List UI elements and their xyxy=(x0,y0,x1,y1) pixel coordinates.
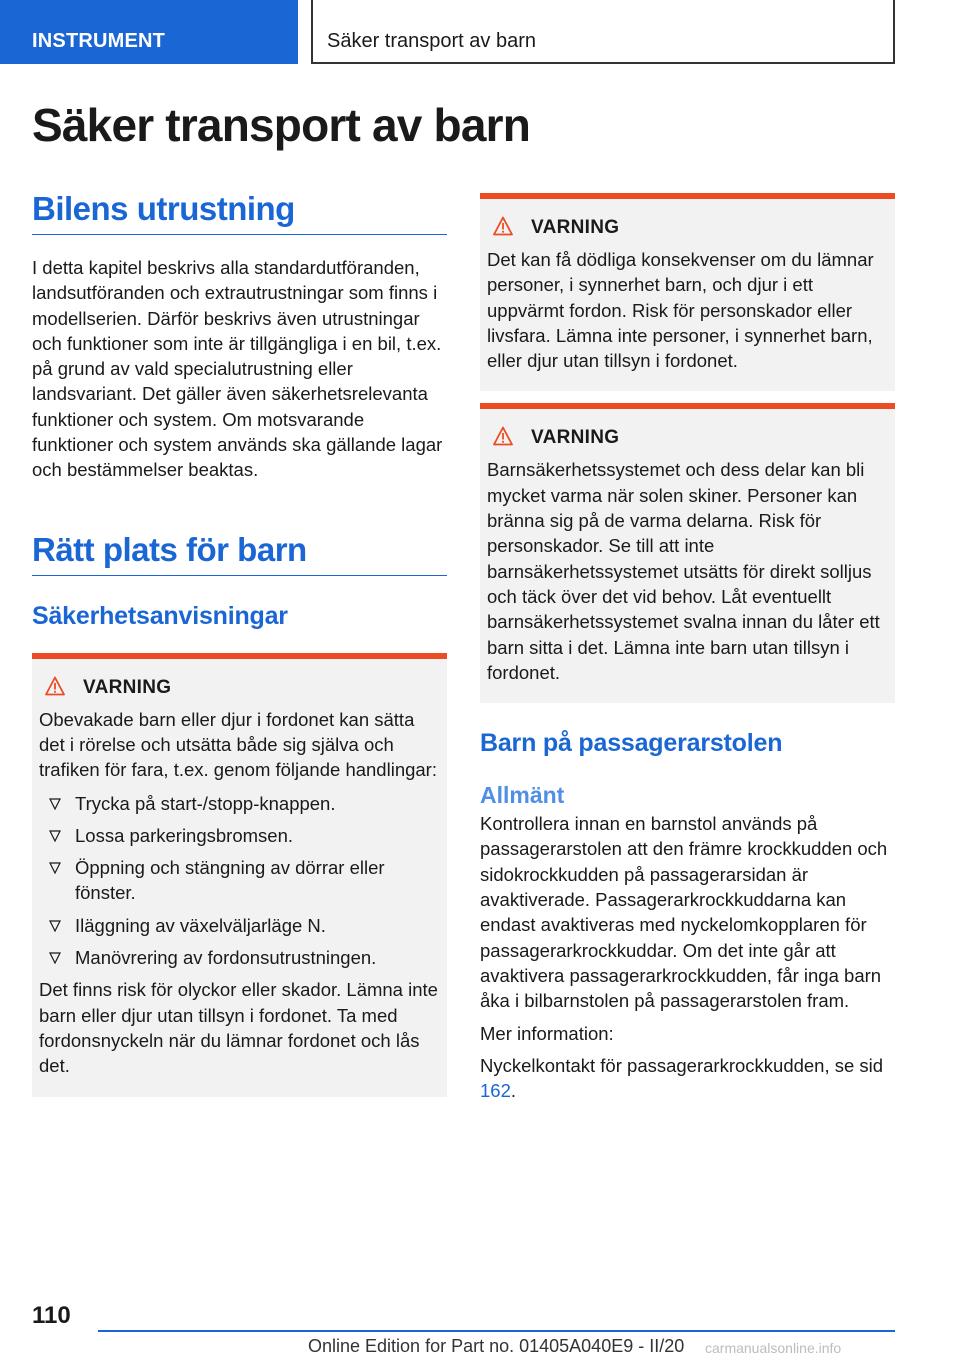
bullet-triangle-icon xyxy=(49,830,61,842)
list-item: Trycka på start-/stopp-knappen. xyxy=(39,791,439,816)
warning-intro: Obevakade barn eller djur i fordonet kan sätta det i rörelse och utsätta både sig själva och trafiken för fara, t.ex. genom följande handlingar: xyxy=(39,708,437,781)
warning-box-heated-vehicle xyxy=(480,193,895,391)
footer-divider xyxy=(98,1330,895,1332)
warning-title-text: VARNING xyxy=(531,217,620,238)
warning-action-list xyxy=(39,791,439,971)
bullet-triangle-icon xyxy=(49,862,61,874)
list-item: Iläggning av växelväljarläge N. xyxy=(39,913,439,938)
list-item: Manövrering av fordonsutrustningen. xyxy=(39,945,439,970)
warning-triangle-icon xyxy=(487,216,521,240)
header-chapter-tab: Säker transport av barn xyxy=(311,0,895,64)
warning-triangle-icon xyxy=(39,676,73,700)
warning-title xyxy=(487,215,887,241)
list-item: Lossa parkeringsbromsen. xyxy=(39,823,439,848)
warning-text: Det kan få dödliga konsekvenser om du lämnar personer, i synnerhet barn, och djur i ett uppvärmt fordon. Risk för personskador eller livsfara. Lämna inte personer, i synnerhet barn, eller djur utan tillsyn i fordonet. xyxy=(487,249,874,372)
header-section-tab: INSTRUMENT xyxy=(0,0,298,64)
more-info-label: Mer information: xyxy=(480,1022,614,1044)
warning-title xyxy=(487,425,887,451)
section-heading-bilens-utrustning: Bilens utrustning xyxy=(32,190,447,235)
warning-triangle-icon xyxy=(487,426,521,450)
warning-title-text: VARNING xyxy=(83,676,172,698)
subsection-heading-barn-passagerarstolen: Barn på passagerarstolen xyxy=(480,729,783,758)
warning-title-text: VARNING xyxy=(531,427,620,449)
right-column xyxy=(480,193,895,1103)
bullet-triangle-icon xyxy=(49,798,61,810)
list-item: Öppning och stängning av dörrar eller fönster. xyxy=(39,855,439,906)
subsection-heading-sakerhetsanvisningar: Säkerhetsanvisningar xyxy=(32,601,288,630)
subsubsection-heading-allmant: Allmänt xyxy=(480,782,565,809)
intro-paragraph: I detta kapitel beskrivs alla standardutföranden, landsutföranden och extrautrustningar som finns i modellserien. Därför beskrivs även utrustningar och funktioner som inte är tillgängliga i en bil, t.ex. på grund av vald specialutrustning eller landsvariant. Det gäller även säkerhetsrelevanta funktioner och system. Om motsvarande funktioner och system används ska gällande lagar och bestämmelser beaktas. xyxy=(32,257,443,481)
warning-box-hot-parts xyxy=(480,403,895,703)
bullet-triangle-icon xyxy=(49,920,61,932)
bullet-triangle-icon xyxy=(49,952,61,964)
page-number: 110 xyxy=(32,1302,71,1329)
cross-reference: Nyckelkontakt för passagerarkrockkudden, se sid 162. xyxy=(480,1054,884,1102)
warning-title xyxy=(39,675,439,701)
page-link-162[interactable]: 162 xyxy=(480,1080,511,1102)
page-title: Säker transport av barn xyxy=(32,99,531,151)
warning-outro: Det finns risk för olyckor eller skador. Lämna inte barn eller djur utan tillsyn i fordonet. Ta med fordonsnyckeln när du lämnar fordonet och lås det. xyxy=(39,979,438,1077)
warning-text: Barnsäkerhetssystemet och dess delar kan bli mycket varma när solen skiner. Personer kan bränna sig på de varma delarna. Risk för personskador. Se till att inte barnsäkerhetssystemet utsätts för direkt solljus och täck över det vid behov. Låt eventuellt barnsäkerhetssystemet svalna innan du låter ett barn sitta i det. Lämna inte barn utan tillsyn i fordonet. xyxy=(487,459,880,683)
left-column xyxy=(32,190,447,1097)
section-heading-ratt-plats: Rätt plats för barn xyxy=(32,531,447,576)
footer-edition-text: Online Edition for Part no. 01405A040E9 - II/20 xyxy=(308,1336,685,1356)
footer-watermark: carmanualsonline.info xyxy=(705,1340,842,1356)
airbag-paragraph: Kontrollera innan en barnstol används på passagerarstolen att den främre krockkudden och sidokrockkudden på passagerarsidan är avaktiverade. Passagerarkrockkuddarna kan endast avaktiveras med nyckelomkopplaren för passagerarkrockkuddar. Om det inte går att avaktivera passagerarkrockkudden, får inga barn åka i bilbarnstolen på passagerarstolen fram. xyxy=(480,813,888,1012)
warning-box-unattended xyxy=(32,653,447,1097)
